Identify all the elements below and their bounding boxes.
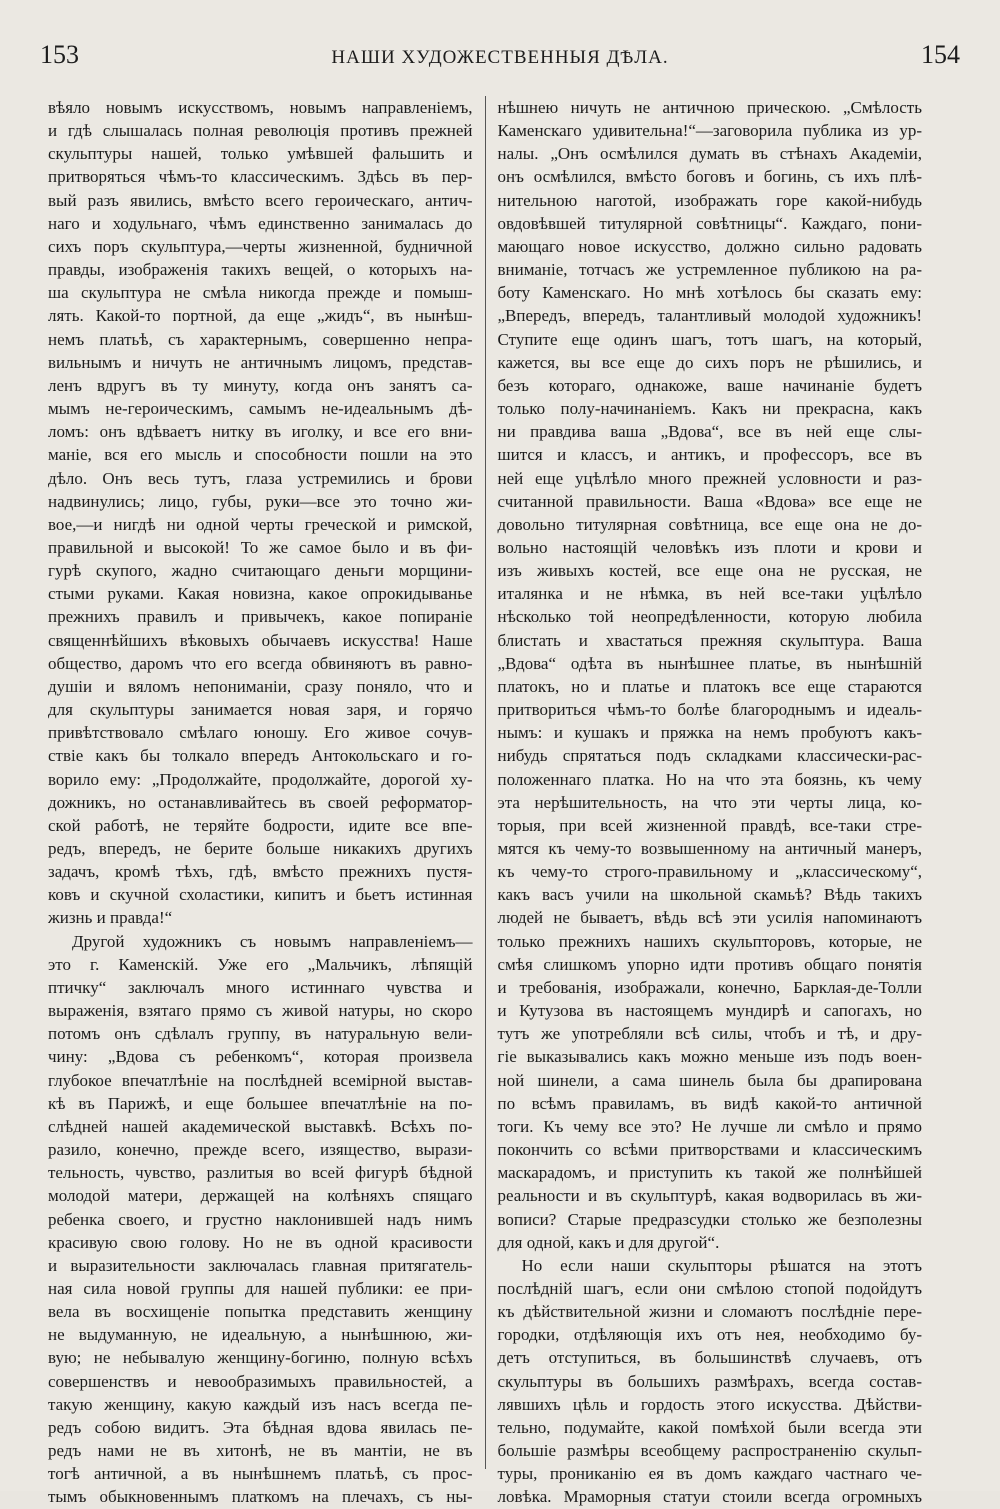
text-line: Но если наши скульпторы рѣшатся на этотъ — [521, 1255, 922, 1275]
text-line: прежнихъ правилъ и привычекъ, какое попираніе — [48, 607, 473, 627]
text-line: нительною наготой, изображать горе какой-нибудь — [497, 190, 922, 210]
text-line: положеннаго платка. Но на что эта боязнь, къ чему — [497, 769, 922, 789]
text-line: стыми руками. Какая новизна, какое опрокидыванье — [48, 584, 473, 604]
text-line: правды, изображенія такихъ вещей, о которыхъ на- — [48, 260, 473, 280]
text-line: ша скульптура не смѣла никогда прежде и помыш- — [48, 283, 473, 303]
text-line: дожникъ, но останавливайтесь въ своей реформатор- — [48, 792, 473, 812]
text-line: потомъ онъ сдѣлалъ группу, въ натуральную вели- — [48, 1024, 473, 1044]
text-line: дѣло. Онъ весь тутъ, глаза устремились и брови — [48, 468, 473, 488]
text-line: къ дѣйствительной жизни и сломаютъ послѣдніе пере- — [497, 1302, 922, 1322]
text-line: мятся къ чему-то возвышенному на античный манеръ, — [497, 839, 922, 858]
text-line: слѣдней нашей академической выставкѣ. Всѣхъ по- — [48, 1116, 473, 1136]
text-line: ней еще уцѣлѣло много прежней условности и раз- — [497, 468, 922, 488]
text-line: къ чему-то строго-правильному и „классическому“, — [497, 862, 922, 882]
text-line: покончить со всѣми притворствами и классическимъ — [497, 1140, 922, 1160]
text-line: выраженія, взятаго прямо съ живой натуры, но скоро — [48, 1001, 473, 1021]
text-line: лять. Какой-то портной, да еще „жидъ“, въ нынѣш- — [48, 306, 473, 326]
text-line: туры, прониканію ея въ домъ каждаго частнаго че- — [497, 1464, 922, 1484]
text-line: ковъ и скучной схоластики, кипитъ и бьетъ истинная — [48, 885, 473, 905]
text-line: редъ нами не въ хитонѣ, не въ мантіи, не въ — [48, 1441, 473, 1461]
text-line: платокъ, но и платье и платокъ все еще стараются — [497, 676, 922, 696]
text-line: ная сила новой группы для нашей публики: ее при- — [48, 1278, 473, 1298]
text-line: вела въ восхищеніе попытка представить женщину — [48, 1302, 473, 1322]
text-line: редъ собою видитъ. Эта бѣдная вдова явилась пе- — [48, 1417, 473, 1437]
text-line: только прежнихъ нашихъ скульпторовъ, которые, не — [497, 931, 922, 951]
text-line: вольно настоящій человѣкъ изъ плоти и крови и — [497, 537, 922, 557]
text-line: большіе размѣры всеобщему распространенію скульп- — [497, 1441, 922, 1461]
text-line: ломъ: онъ вдѣваетъ нитку въ иголку, и все его вни- — [48, 422, 473, 442]
text-line: вѣяло новымъ искусствомъ, новымъ направленіемъ, — [48, 98, 473, 117]
text-columns — [48, 96, 922, 1507]
text-line: вописи? Старые предразсудки столько же безполезны — [497, 1209, 922, 1229]
text-line: только полу-начинаніемъ. Какъ ни прекрасна, какъ — [497, 399, 922, 419]
text-line: немъ платьѣ, съ характернымъ, совершенно непра- — [48, 329, 473, 349]
text-line: кажется, вы все еще до сихъ поръ не рѣшились, и — [497, 352, 922, 372]
text-line: мымъ не-героическимъ, самымъ не-идеальнымъ дѣ- — [48, 399, 473, 419]
text-line: притворяться чѣмъ-то классическимъ. Здѣсь въ пер- — [48, 167, 473, 187]
text-line: вый разъ явились, вмѣсто всего героическаго, антич- — [48, 190, 473, 210]
text-line: „Впередъ, впередъ, талантливый молодой художникъ! — [497, 306, 922, 326]
text-line: Каменскаго удивительна!“—заговорила публика из ур- — [497, 121, 922, 141]
text-line: ловѣка. Мраморныя статуи стоили всегда огромныхъ — [497, 1487, 922, 1507]
text-line: ребенка своего, и грустно наклонившей надъ нимъ — [48, 1209, 473, 1229]
text-line: Ступите еще одинъ шагъ, тотъ шагъ, на который, — [497, 329, 922, 349]
text-line: какъ васъ учили на школьной скамьѣ? Вѣдь такихъ — [497, 885, 922, 905]
text-line: не выдуманную, не идеальную, а нынѣшнюю, жи- — [48, 1325, 473, 1345]
text-line: чину: „Вдова съ ребенкомъ“, которая произвела — [48, 1047, 473, 1067]
left-page-number: 153 — [40, 40, 79, 69]
text-line: священнѣйшихъ вѣковыхъ обычаевъ искусства! Наше — [48, 630, 473, 650]
text-line: и выразительности заключалась главная притягатель- — [48, 1255, 473, 1275]
text-line: маскарадомъ, и приступить къ такой же полнѣйшей — [497, 1163, 922, 1183]
text-line: и требованія, изображали, конечно, Барклая-де-Толли — [497, 977, 922, 997]
text-line: правильной и высокой! То же самое было и въ фи- — [48, 537, 473, 557]
text-line: красивую свою голову. Но не въ одной красивости — [48, 1232, 473, 1252]
text-line: маніе, вся его мысль и способности пошли на это — [48, 445, 473, 465]
text-line: такую женщину, какую каждый изъ насъ всегда пе- — [48, 1394, 473, 1414]
text-line: считанной правильности. Ваша «Вдова» все еще не — [497, 491, 922, 511]
right-page-number: 154 — [920, 40, 960, 69]
text-line: нѣсколько той неопредѣленности, которую любила — [497, 607, 922, 627]
text-line: овдовѣвшей титулярной совѣтницы“. Каждаго, пони- — [497, 213, 922, 233]
text-line: наго и ходульнаго, чѣмъ единственно занималась до — [48, 213, 473, 233]
text-line: ни правдива ваша „Вдова“, все въ ней еще слы- — [497, 422, 922, 442]
text-line: гурѣ скупого, жадно считающаго деньги морщини- — [48, 561, 473, 581]
text-line: для скульптуры занимается новая заря, и горячо — [48, 700, 473, 720]
text-line: нымъ: и кушакъ и пряжка на немъ пробуютъ какъ- — [497, 723, 922, 743]
text-line: скульптуры нашей, только умѣвшей фальшить и — [48, 144, 473, 164]
text-line: реальности и въ скульптурѣ, какая водворилась въ жи- — [497, 1186, 922, 1206]
text-line: по всѣмъ правиламъ, въ видѣ какой-то античной — [497, 1093, 922, 1113]
right-column — [486, 96, 923, 1507]
text-line: торыя, при всей жизненной правдѣ, все-таки стре- — [497, 815, 922, 835]
text-line: разило, конечно, прежде всего, изящество, вырази- — [48, 1140, 473, 1160]
text-line: нѣшнею ничуть не античною прическою. „Смѣлость — [497, 98, 922, 117]
text-line: для одной, какъ и для другой“. — [497, 1232, 720, 1252]
text-line: ствіе какъ бы толкало впередъ Антокольскаго и го- — [48, 746, 473, 766]
text-line: вильнымъ и ничуть не античнымъ лицомъ, представ- — [48, 352, 473, 372]
text-line: тутъ же употребляли всѣ силы, чтобъ и тѣ, и дру- — [497, 1024, 922, 1044]
text-line: вниманіе, тотчасъ же устремленное публикою на ра- — [497, 260, 922, 280]
text-line: привѣтствовало смѣлаго юношу. Его живое сочув- — [48, 723, 473, 743]
text-line: молодой матери, держащей на колѣняхъ спящаго — [48, 1186, 473, 1206]
text-line: тогѣ античной, а въ нынѣшнемъ платьѣ, съ прос- — [48, 1464, 473, 1484]
text-line: Другой художникъ съ новымъ направленіемъ— — [72, 931, 473, 951]
text-line: тельно, подумайте, какой помѣхой были всегда эти — [497, 1417, 922, 1437]
text-line: тоги. Къ чему все это? Не лучше ли смѣло и прямо — [497, 1116, 922, 1136]
text-line: сихъ поръ скульптура,—черты жизненной, будничной — [48, 236, 473, 256]
text-line: ной шинели, а сама шинель была бы драпирована — [497, 1070, 922, 1090]
text-line: онъ осмѣлился, вмѣсто боговъ и богинь, съ ихъ плѣ- — [497, 167, 922, 187]
text-line: италянка и не нѣмка, въ ней все-таки уцѣлѣло — [497, 584, 922, 604]
text-line: скульптуры въ большихъ размѣрахъ, всегда состав- — [497, 1371, 922, 1391]
text-line: эта нерѣшительность, на что эти черты лица, ко- — [497, 792, 922, 812]
text-line: ворило ему: „Продолжайте, продолжайте, дорогой ху- — [48, 769, 473, 789]
text-line: притвориться чѣмъ-то болѣе благороднымъ и идеаль- — [497, 700, 922, 720]
text-line: птичку“ заключалъ много истиннаго чувства и — [48, 977, 473, 997]
left-column — [48, 96, 486, 1507]
text-line: городки, отдѣляющія ихъ отъ нея, необходимо бу- — [497, 1325, 922, 1345]
text-line: тельность, чувство, разлитыя во всей фигурѣ бѣдной — [48, 1163, 473, 1183]
text-line: надвинулись; лицо, губы, руки—все это точно жи- — [48, 491, 473, 511]
text-line: ской работѣ, не теряйте бодрости, идите все впе- — [48, 815, 473, 835]
text-line: изъ живыхъ костей, все еще она не русская, не — [497, 561, 922, 581]
text-line: кѣ въ Парижѣ, и еще большее впечатлѣніе на по- — [48, 1093, 473, 1113]
text-line: глубокое впечатлѣніе на послѣдней всемірной выстав- — [48, 1070, 473, 1090]
text-line: нибудь спрятаться подъ складками классически-рас- — [497, 746, 922, 766]
text-line: довольно титулярная совѣтница, все еще она не до- — [497, 514, 922, 534]
text-line: шится и классъ, и антикъ, и профессоръ, все въ — [497, 445, 922, 465]
text-line: задачъ, кромѣ тѣхъ, гдѣ, вмѣсто прежнихъ пустя- — [48, 862, 473, 882]
text-line: боту Каменскаго. Но мнѣ хотѣлось бы сказать ему: — [497, 283, 922, 303]
text-line: совершенствъ и невообразимыхъ правильностей, а — [48, 1371, 473, 1391]
text-line: редъ, впередъ, не берите больше никакихъ другихъ — [48, 839, 473, 858]
running-title: НАШИ ХУДОЖЕСТВЕННЫЯ ДѢЛА. — [331, 47, 669, 68]
text-line: безъ котораго, однакоже, ваше начинаніе будетъ — [497, 375, 922, 395]
text-line: гіе выказывались какъ можно меньше изъ подъ воен- — [497, 1047, 922, 1067]
text-line: вую; не небывалую женщину-богиню, полную всѣхъ — [48, 1348, 473, 1368]
text-line: жизнь и правда!“ — [48, 908, 173, 928]
text-line: ленъ вдругъ въ ту минуту, когда онъ занятъ са- — [48, 375, 473, 395]
text-line: блистать и хвастаться прежняя скульптура. Ваша — [497, 630, 922, 650]
text-line: это г. Каменскій. Уже его „Мальчикъ, лѣпящій — [48, 954, 473, 974]
text-line: послѣдній шагъ, если они смѣлою стопой подойдутъ — [497, 1278, 922, 1298]
text-line: „Вдова“ одѣта въ нынѣшнее платье, въ нынѣшній — [497, 653, 922, 673]
text-line: лявшихъ цѣль и гордость этого искусства. Дѣйстви- — [497, 1394, 922, 1414]
text-line: детъ отступиться, въ большинствѣ случаевъ, отъ — [497, 1348, 922, 1368]
text-line: людей не бываетъ, вѣдь всѣ эти усилія напоминаютъ — [497, 908, 922, 928]
running-header — [40, 40, 960, 80]
text-line: тымъ обыкновеннымъ платкомъ на плечахъ, съ ны- — [48, 1487, 473, 1507]
text-line: и гдѣ слышалась полная революція противъ прежней — [48, 121, 473, 141]
text-line: налы. „Онъ осмѣлился думать въ стѣнахъ Академіи, — [497, 144, 922, 164]
text-line: мающаго новое искусство, должно сильно радовать — [497, 236, 922, 256]
text-line: общество, даромъ что его всегда обвиняютъ въ равно- — [48, 653, 473, 673]
text-line: вое,—и нигдѣ ни одной черты греческой и римской, — [48, 514, 473, 534]
text-line: смѣя слишкомъ упорно идти противъ общаго понятія — [497, 954, 922, 974]
text-line: и Кутузова въ настоящемъ мундирѣ и сапогахъ, но — [497, 1001, 922, 1021]
text-line: душіи и вяломъ непониманіи, сразу поняло, что и — [48, 676, 473, 696]
